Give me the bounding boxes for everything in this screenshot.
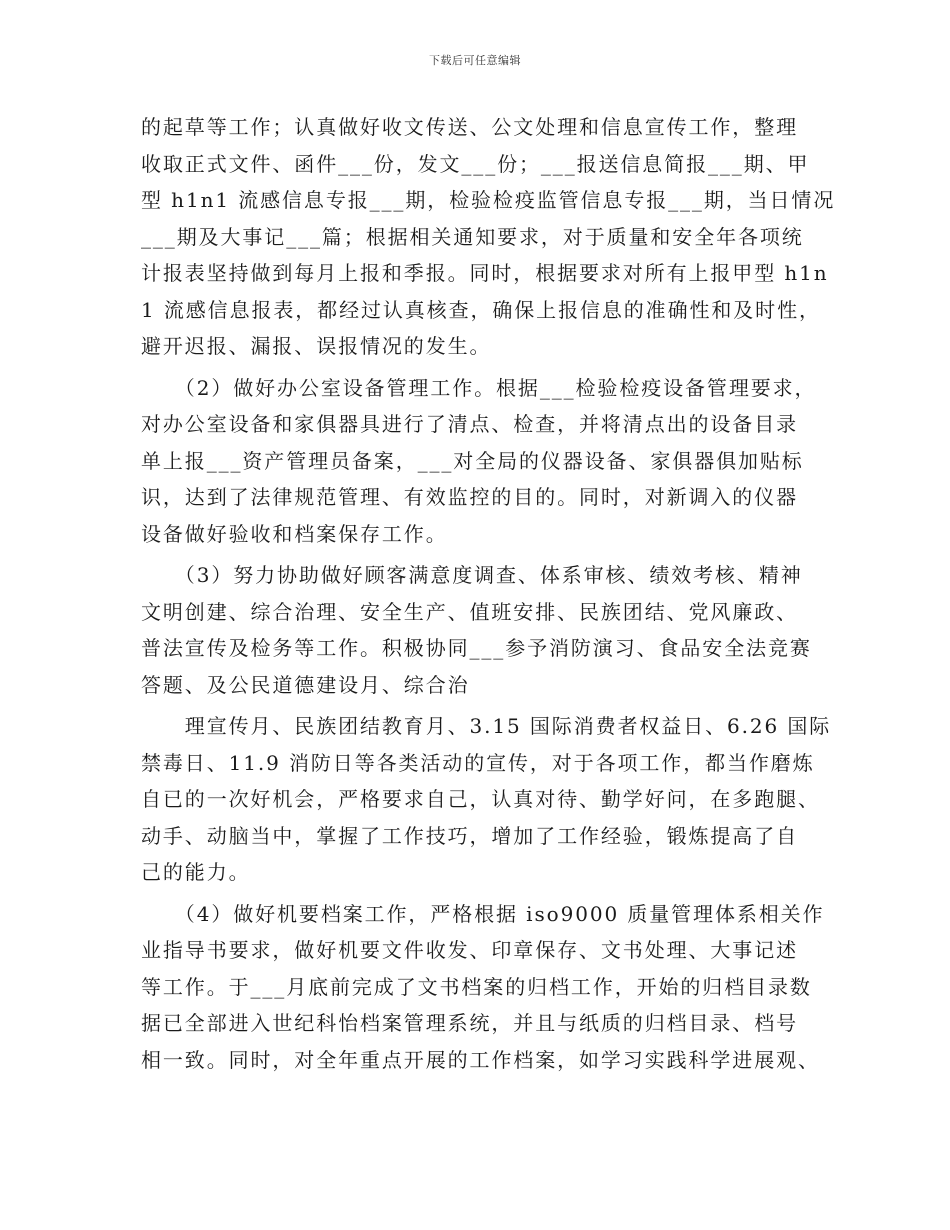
body-line: 普法宣传及检务等工作。积极协同___参予消防演习、食品安全法竞赛 bbox=[141, 636, 812, 660]
body-line: 禁毒日、11.9 消防日等各类活动的宣传，对于各项工作，都当作磨炼 bbox=[141, 750, 815, 775]
body-line: ___期及大事记___篇；根据相关通知要求，对于质量和安全年各项统 bbox=[141, 224, 804, 249]
body-line: （3）努力协助做好顾客满意度调查、体系审核、绩效考核、精神 bbox=[141, 563, 803, 587]
body-line: 单上报___资产管理员备案，___对全局的仪器设备、家俱器俱加贴标 bbox=[141, 448, 804, 473]
body-line: 文明创建、综合治理、安全生产、值班安排、民族团结、党风廉政、 bbox=[141, 599, 798, 624]
body-line: 相一致。同时，对全年重点开展的工作档案，如学习实践科学进展观、 bbox=[141, 1047, 820, 1072]
body-line: 设备做好验收和档案保存工作。 bbox=[141, 521, 448, 546]
body-line: 对办公室设备和家俱器具进行了清点、检查，并将清点出的设备目录 bbox=[141, 412, 798, 436]
body-line: 答题、及公民道德建设月、综合治 bbox=[141, 672, 470, 697]
body-line: 1 流感信息报表，都经过认真核查，确保上报信息的准确性和及时性， bbox=[141, 297, 821, 322]
body-line: 据已全部进入世纪科怡档案管理系统，并且与纸质的归档目录、档号 bbox=[141, 1011, 798, 1035]
body-line: （2）做好办公室设备管理工作。根据___检验检疫设备管理要求， bbox=[141, 375, 817, 400]
body-line: 收取正式文件、函件___份，发文___份；___报送信息简报___期、甲 bbox=[141, 151, 810, 176]
document-body bbox=[141, 109, 836, 1078]
body-line: 等工作。于___月底前完成了文书档案的归档工作，开始的归档目录数 bbox=[141, 974, 812, 999]
body-line: 计报表坚持做到每月上报和季报。同时，根据要求对所有上报甲型 h1n bbox=[141, 261, 829, 285]
body-line: （4）做好机要档案工作，严格根据 iso9000 质量管理体系相关作 bbox=[141, 901, 825, 926]
body-line: 业指导书要求，做好机要文件收发、印章保存、文书处理、大事记述 bbox=[141, 938, 798, 962]
body-line: 理宣传月、民族团结教育月、3.15 国际消费者权益日、6.26 国际 bbox=[141, 714, 832, 738]
body-line: 动手、动脑当中，掌握了工作技巧，增加了工作经验，锻炼提高了自 bbox=[141, 823, 798, 848]
body-line: 的起草等工作；认真做好收文传送、公文处理和信息宣传工作，整理 bbox=[141, 115, 798, 139]
body-line: 自已的一次好机会，严格要求自己，认真对待、勤学好问，在多跑腿、 bbox=[141, 787, 820, 811]
body-line: 型 h1n1 流感信息专报___期，检验检疫监管信息专报___期，当日情况 bbox=[141, 188, 836, 212]
body-line: 避开迟报、漏报、误报情况的发生。 bbox=[141, 334, 492, 358]
page-header-note: 下载后可任意编辑 bbox=[429, 54, 521, 67]
body-line: 己的能力。 bbox=[141, 860, 251, 884]
body-line: 识，达到了法律规范管理、有效监控的目的。同时，对新调入的仪器 bbox=[141, 485, 798, 509]
